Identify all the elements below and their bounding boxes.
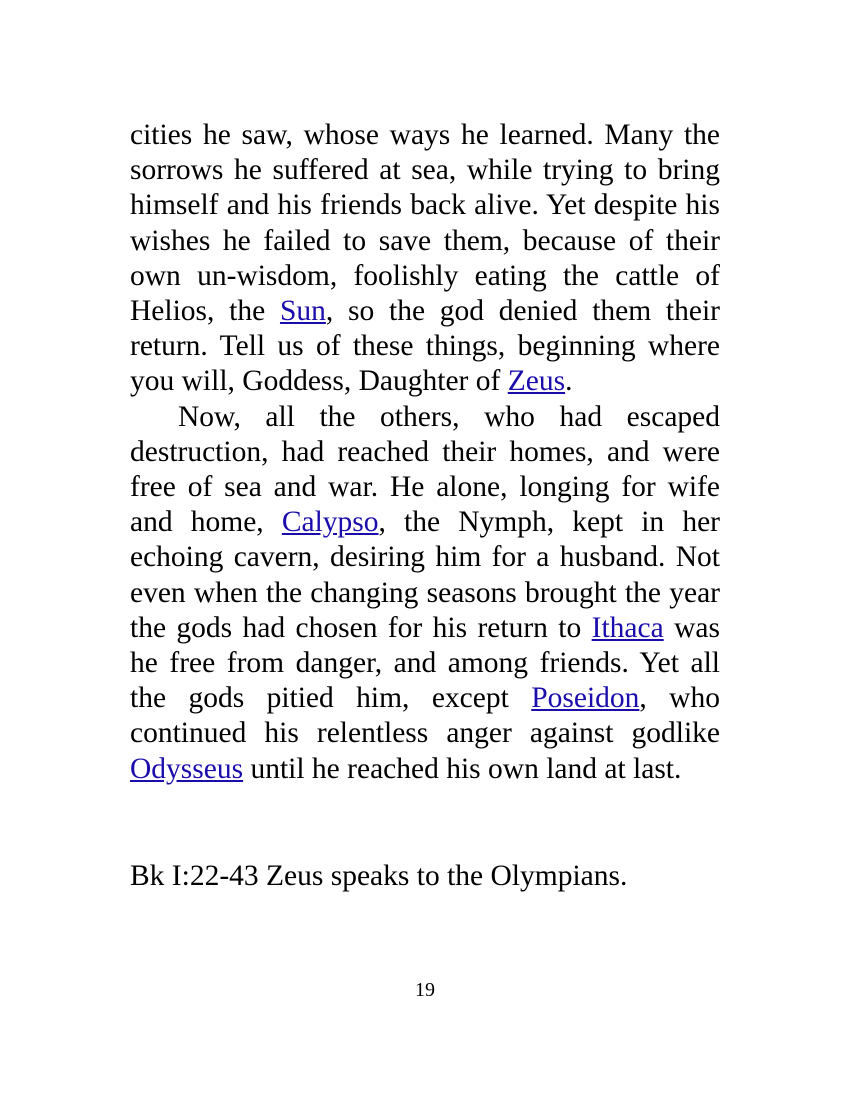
paragraph-text: until he reached his own land at last.: [243, 752, 682, 785]
paragraph-1: [130, 118, 720, 400]
link-calypso[interactable]: Calypso: [281, 506, 379, 539]
link-zeus[interactable]: Zeus: [507, 365, 566, 398]
paragraph-text: cities he saw, whose ways he learned. Many the sorrows he suffered at sea, while trying to bring himself and his friends back alive. Yet despite his wishes he failed to save them, because of their own un-wisdom, foolishly eating the cattle of Helios, the: [130, 119, 720, 328]
paragraph-text: was he free from danger, and among friends. Yet all the gods pitied him, except: [130, 611, 720, 715]
link-ithaca[interactable]: Ithaca: [591, 611, 664, 644]
paragraph-text: Now, all the others, who had escaped destruction, had reached their homes, and were free of sea and war. He alone, longing for wife and home,: [130, 400, 720, 539]
link-sun[interactable]: Sun: [279, 295, 326, 328]
document-body: [130, 118, 720, 787]
page-number: 19: [415, 979, 435, 1001]
link-poseidon[interactable]: Poseidon: [531, 682, 640, 715]
section-heading: Bk I:22-43 Zeus speaks to the Olympians.: [130, 860, 628, 892]
paragraph-text: , the Nymph, kept in her echoing cavern, desiring him for a husband. Not even when the changing seasons brought the year the gods had chosen for his return to: [130, 506, 720, 644]
link-odysseus[interactable]: Odysseus: [130, 752, 244, 785]
paragraph-text: , so the god denied them their return. Tell us of these things, beginning where you will, Goddess, Daughter of: [130, 295, 720, 398]
paragraph-text: .: [565, 365, 573, 398]
paragraph-text: , who continued his relentless anger against godlike: [130, 682, 720, 750]
paragraph-2: [130, 400, 720, 787]
